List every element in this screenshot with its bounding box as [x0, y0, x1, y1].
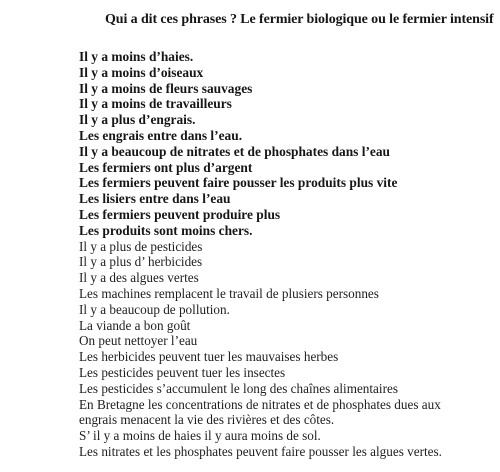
statement-line: La viande a bon goût [79, 317, 191, 333]
statement-line: Les engrais entre dans l’eau. [79, 127, 243, 143]
statement-line: Les nitrates et les phosphates peuvent faire pousser les algues vertes. [79, 443, 442, 459]
statement-line: Les lisiers entre dans l’eau [79, 191, 231, 207]
statement-line: Il y a moins de travailleurs [79, 96, 232, 112]
statement-line: On peut nettoyer l’eau [79, 333, 198, 349]
statement-line: Il y a des algues vertes [79, 270, 199, 286]
statement-line: engrais menacent la vie des rivières et des côtes. [79, 412, 335, 428]
statement-line: Il y a moins d’oiseaux [79, 64, 204, 80]
statement-line: Les fermiers ont plus d’argent [79, 159, 253, 175]
statement-line: Les fermiers peuvent faire pousser les produits plus vite [79, 175, 398, 191]
statement-line: Il y a beaucoup de nitrates et de phosphates dans l’eau [79, 143, 390, 159]
statement-line: Il y a plus d’engrais. [79, 112, 196, 128]
statement-line: Les produits sont moins chers. [79, 222, 253, 238]
statement-line: Les herbicides peuvent tuer les mauvaises herbes [79, 349, 339, 365]
statement-line: Les fermiers peuvent produire plus [79, 206, 281, 222]
statement-line: Il y a plus de pesticides [79, 238, 203, 254]
statement-line: Les pesticides s’accumulent le long des chaînes alimentaires [79, 380, 398, 396]
statement-line: Il y a beaucoup de pollution. [79, 301, 230, 317]
statement-line: Les pesticides peuvent tuer les insectes [79, 364, 286, 380]
statement-line: Il y a moins d’haies. [79, 49, 194, 64]
statement-line: Les machines remplacent le travail de plusiers personnes [79, 285, 379, 301]
statement-list [79, 49, 442, 460]
statement-line: En Bretagne les concentrations de nitrates et de phosphates dues aux [79, 396, 441, 412]
worksheet-title: Qui a dit ces phrases ? Le fermier biologique ou le fermier intensif [105, 12, 494, 27]
statement-line: Il y a plus d’ herbicides [79, 254, 203, 270]
statement-line: S’ il y a moins de haies il y aura moins de sol. [79, 428, 321, 444]
statement-line: Il y a moins de fleurs sauvages [79, 80, 253, 96]
